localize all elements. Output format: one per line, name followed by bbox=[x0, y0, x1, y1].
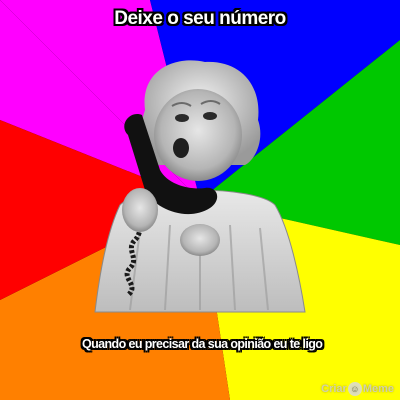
left-eye bbox=[175, 114, 189, 122]
top-caption: Deixe o seu número bbox=[114, 8, 286, 29]
criar-meme-watermark bbox=[321, 382, 394, 396]
girl-face bbox=[154, 89, 242, 181]
watermark-right-text: Meme bbox=[362, 383, 394, 395]
watermark-left-text: Criar bbox=[321, 383, 347, 395]
open-mouth bbox=[173, 138, 189, 158]
bottom-caption: Quando eu precisar da sua opinião eu te ligo bbox=[82, 337, 323, 351]
hand-holding-cord bbox=[180, 224, 220, 256]
smiley-icon: ☺ bbox=[348, 382, 362, 396]
right-eye bbox=[203, 112, 217, 120]
hand-holding-phone bbox=[122, 188, 158, 232]
